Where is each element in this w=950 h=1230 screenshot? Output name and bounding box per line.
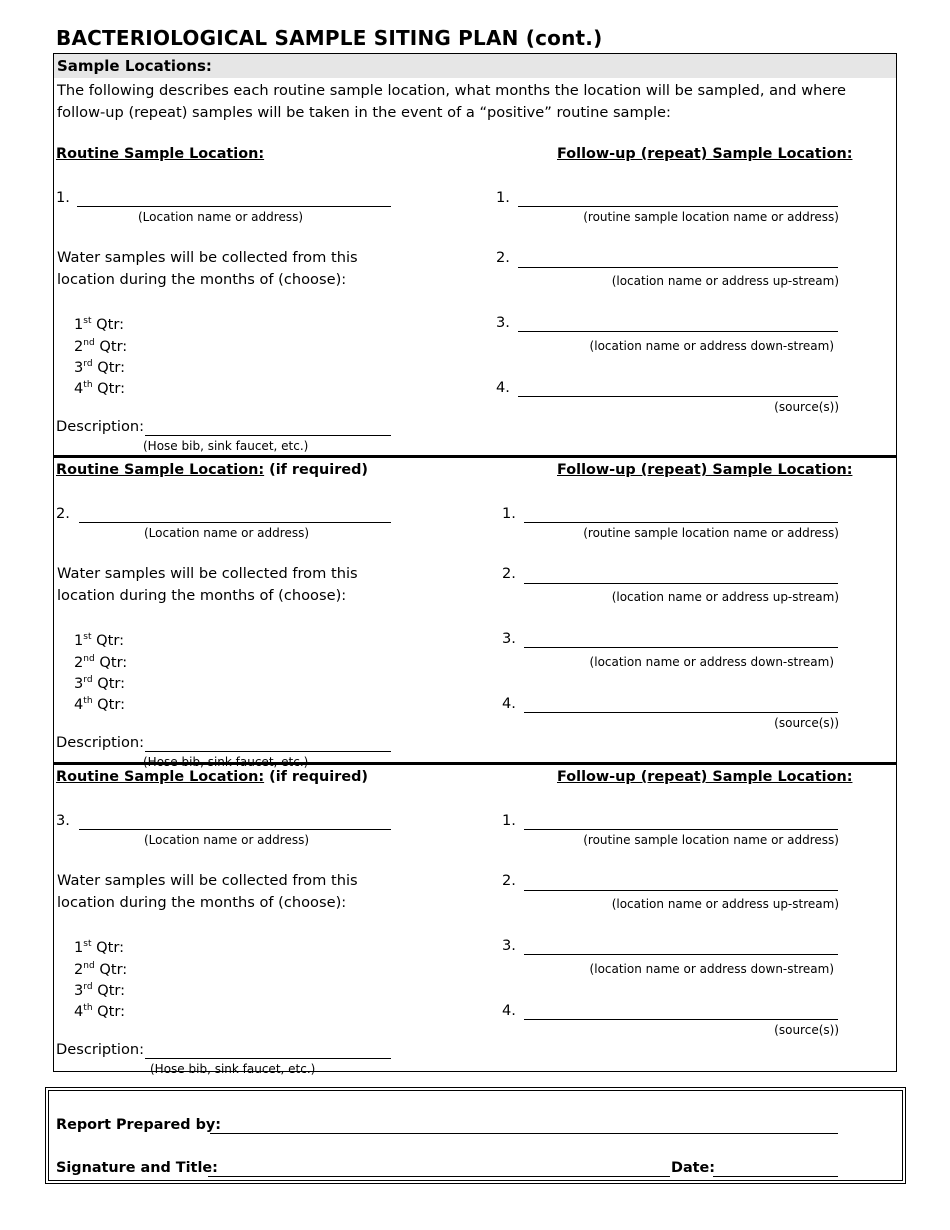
- followup-number: 2.: [496, 249, 510, 266]
- sample-locations-header: Sample Locations:: [57, 57, 212, 75]
- quarter-ordinal: nd: [83, 961, 95, 971]
- description-hint: (Hose bib, sink faucet, etc.): [143, 439, 309, 453]
- description-hint: (Hose bib, sink faucet, etc.): [150, 1062, 316, 1076]
- quarter-row-2[interactable]: [74, 654, 127, 671]
- quarter-row-1[interactable]: [74, 316, 124, 333]
- months-text-line2: location during the months of (choose):: [57, 271, 347, 288]
- prepared-by-label: Report Prepared by:: [56, 1117, 222, 1133]
- quarter-row-2[interactable]: [74, 338, 127, 355]
- routine-location-field[interactable]: [77, 206, 391, 207]
- routine-heading-label: Routine Sample Location:: [56, 146, 265, 162]
- description-field[interactable]: [145, 1058, 391, 1059]
- followup-number: 1.: [496, 189, 510, 206]
- followup-number: 1.: [502, 812, 516, 829]
- routine-number: 1.: [56, 189, 70, 206]
- routine-number: 3.: [56, 812, 70, 829]
- followup-hint: (location name or address down-stream): [589, 339, 834, 353]
- quarter-label: Qtr:: [92, 982, 126, 999]
- quarter-number: 2: [74, 338, 84, 355]
- quarter-number: 1: [74, 939, 84, 956]
- quarter-ordinal: th: [83, 1003, 93, 1013]
- location-hint: (Location name or address): [138, 210, 304, 224]
- followup-hint: (routine sample location name or address): [583, 210, 839, 224]
- followup-heading: Follow-up (repeat) Sample Location:: [557, 462, 853, 478]
- followup-field-1[interactable]: [524, 522, 838, 523]
- quarter-ordinal: st: [83, 632, 92, 642]
- followup-hint: (source(s)): [774, 716, 839, 730]
- quarter-ordinal: th: [83, 696, 93, 706]
- quarter-label: Qtr:: [92, 1003, 126, 1020]
- routine-location-field[interactable]: [79, 829, 391, 830]
- followup-number: 3.: [502, 937, 516, 954]
- followup-hint: (source(s)): [774, 1023, 839, 1037]
- months-text-line1: Water samples will be collected from this: [57, 565, 358, 582]
- followup-field-4[interactable]: [524, 1019, 838, 1020]
- quarter-row-4[interactable]: [74, 696, 125, 713]
- followup-number: 4.: [502, 1002, 516, 1019]
- followup-hint: (location name or address up-stream): [611, 274, 839, 288]
- months-text-line1: Water samples will be collected from this: [57, 249, 358, 266]
- routine-heading-label: Routine Sample Location:: [56, 769, 265, 785]
- quarter-ordinal: rd: [83, 982, 93, 992]
- quarter-label: Qtr:: [94, 654, 128, 671]
- months-text-line2: location during the months of (choose):: [57, 894, 347, 911]
- followup-hint: (routine sample location name or address): [583, 833, 839, 847]
- followup-field-2[interactable]: [518, 267, 838, 268]
- followup-number: 2.: [502, 565, 516, 582]
- prepared-by-field[interactable]: [210, 1133, 838, 1134]
- page-title: BACTERIOLOGICAL SAMPLE SITING PLAN (cont.): [56, 26, 603, 50]
- quarter-ordinal: nd: [83, 338, 95, 348]
- followup-heading: Follow-up (repeat) Sample Location:: [557, 146, 853, 162]
- signature-field[interactable]: [208, 1176, 670, 1177]
- quarter-number: 3: [74, 359, 84, 376]
- followup-number: 3.: [496, 314, 510, 331]
- intro-text: The following describes each routine sample location, what months the location will be sampled, and where follow-up (repeat) samples will be taken in the event of a “positive” routine sample:: [57, 82, 847, 121]
- followup-number: 1.: [502, 505, 516, 522]
- months-text-line1: Water samples will be collected from this: [57, 872, 358, 889]
- quarter-row-2[interactable]: [74, 961, 127, 978]
- followup-number: 4.: [502, 695, 516, 712]
- quarter-number: 1: [74, 316, 84, 333]
- quarter-ordinal: th: [83, 380, 93, 390]
- quarter-row-4[interactable]: [74, 1003, 125, 1020]
- followup-hint: (source(s)): [774, 400, 839, 414]
- date-label: Date:: [671, 1160, 716, 1176]
- quarter-ordinal: st: [83, 939, 92, 949]
- followup-hint: (routine sample location name or address): [583, 526, 839, 540]
- followup-hint: (location name or address up-stream): [611, 897, 839, 911]
- routine-location-field[interactable]: [79, 522, 391, 523]
- quarter-row-1[interactable]: [74, 939, 124, 956]
- followup-field-3[interactable]: [524, 954, 838, 955]
- followup-field-4[interactable]: [524, 712, 838, 713]
- quarter-row-1[interactable]: [74, 632, 124, 649]
- followup-field-3[interactable]: [518, 331, 838, 332]
- quarter-number: 4: [74, 380, 84, 397]
- signature-label: Signature and Title:: [56, 1160, 218, 1176]
- routine-number: 2.: [56, 505, 70, 522]
- followup-field-3[interactable]: [524, 647, 838, 648]
- quarter-label: Qtr:: [91, 939, 125, 956]
- followup-hint: (location name or address down-stream): [589, 962, 834, 976]
- description-label: Description:: [56, 418, 145, 435]
- description-field[interactable]: [145, 435, 391, 436]
- followup-field-4[interactable]: [518, 396, 838, 397]
- followup-hint: (location name or address up-stream): [611, 590, 839, 604]
- followup-hint: (location name or address down-stream): [589, 655, 834, 669]
- followup-heading: Follow-up (repeat) Sample Location:: [557, 769, 853, 785]
- quarter-label: Qtr:: [92, 675, 126, 692]
- followup-number: 4.: [496, 379, 510, 396]
- routine-heading-label: Routine Sample Location:: [56, 462, 265, 478]
- date-field[interactable]: [713, 1176, 838, 1177]
- followup-field-1[interactable]: [518, 206, 838, 207]
- quarter-number: 1: [74, 632, 84, 649]
- description-field[interactable]: [145, 751, 391, 752]
- location-hint: (Location name or address): [144, 526, 310, 540]
- quarter-label: Qtr:: [92, 359, 126, 376]
- description-label: Description:: [56, 734, 145, 751]
- quarter-label: Qtr:: [92, 380, 126, 397]
- quarter-row-3[interactable]: [74, 675, 125, 692]
- quarter-number: 3: [74, 982, 84, 999]
- routine-heading-suffix: (if required): [264, 462, 368, 478]
- months-text-line2: location during the months of (choose):: [57, 587, 347, 604]
- quarter-number: 3: [74, 675, 84, 692]
- quarter-ordinal: rd: [83, 675, 93, 685]
- quarter-row-4[interactable]: [74, 380, 125, 397]
- quarter-label: Qtr:: [91, 632, 125, 649]
- quarter-label: Qtr:: [94, 961, 128, 978]
- description-label: Description:: [56, 1041, 145, 1058]
- quarter-label: Qtr:: [94, 338, 128, 355]
- routine-heading-suffix: (if required): [264, 769, 368, 785]
- section-divider: [54, 455, 896, 458]
- location-hint: (Location name or address): [144, 833, 310, 847]
- quarter-ordinal: st: [83, 316, 92, 326]
- quarter-row-3[interactable]: [74, 359, 125, 376]
- quarter-number: 2: [74, 654, 84, 671]
- quarter-row-3[interactable]: [74, 982, 125, 999]
- quarter-ordinal: nd: [83, 654, 95, 664]
- quarter-label: Qtr:: [91, 316, 125, 333]
- description-hint: (Hose bib, sink faucet, etc.): [143, 755, 309, 769]
- followup-field-2[interactable]: [524, 890, 838, 891]
- routine-heading: [56, 769, 368, 785]
- quarter-number: 2: [74, 961, 84, 978]
- followup-field-2[interactable]: [524, 583, 838, 584]
- quarter-number: 4: [74, 1003, 84, 1020]
- quarter-ordinal: rd: [83, 359, 93, 369]
- followup-field-1[interactable]: [524, 829, 838, 830]
- routine-heading: [56, 462, 368, 478]
- quarter-label: Qtr:: [92, 696, 126, 713]
- routine-heading: [56, 146, 264, 162]
- quarter-number: 4: [74, 696, 84, 713]
- followup-number: 2.: [502, 872, 516, 889]
- followup-number: 3.: [502, 630, 516, 647]
